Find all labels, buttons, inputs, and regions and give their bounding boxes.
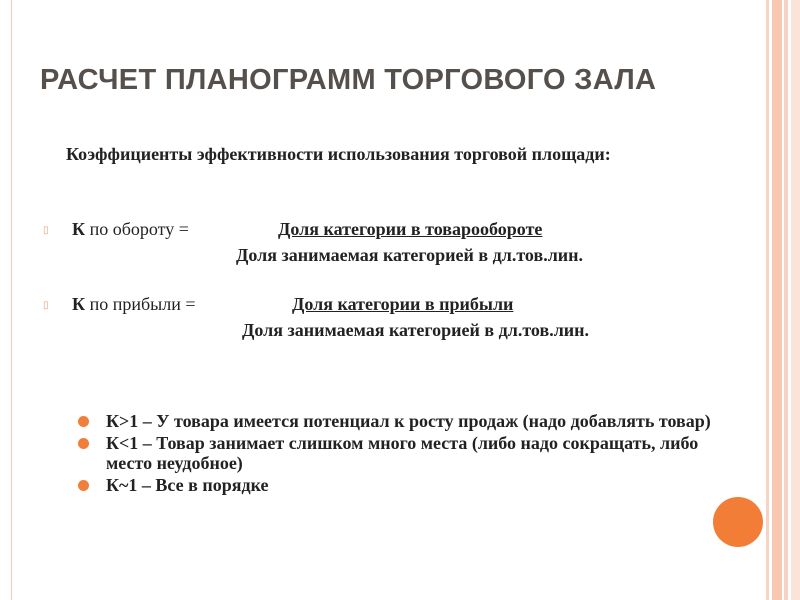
stripe: [791, 0, 800, 600]
interpretation-list: [76, 411, 716, 497]
coef-k: К: [72, 294, 86, 314]
coef-label-turnover: [72, 219, 189, 240]
stripe: [772, 0, 782, 600]
square-bullet-icon: ▯: [43, 225, 49, 236]
coef-k: К: [72, 219, 86, 239]
list-item-text: К>1 – У товара имеется потенциал к росту продаж (надо добавлять товар): [106, 411, 711, 431]
list-item-text: К<1 – Товар занимает слишком много места (либо надо сокращать, либо место неудобное): [106, 433, 699, 473]
list-item: [76, 433, 716, 473]
coef-label-text: по прибыли =: [85, 294, 196, 314]
formula-numerator-profit: Доля категории в прибыли: [292, 294, 514, 314]
bullet-dot-icon: [78, 416, 89, 427]
stripe: [784, 0, 788, 600]
decorative-orange-circle: [713, 497, 763, 547]
right-decorative-stripes: [766, 0, 800, 600]
list-item: [76, 411, 716, 431]
coef-label-text: по обороту =: [85, 219, 189, 239]
coef-label-profit: [72, 294, 195, 315]
left-border-line: [11, 0, 12, 600]
bullet-dot-icon: [78, 480, 89, 491]
stripe: [766, 0, 769, 600]
formula-numerator-turnover: Доля категории в товарообороте: [278, 219, 543, 239]
list-item: [76, 475, 716, 495]
slide-subtitle: Коэффициенты эффективности использования торговой площади:: [66, 144, 611, 164]
formula-denominator-turnover: Доля занимаемая категорией в дл.тов.лин.: [236, 245, 584, 265]
list-item-text: К~1 – Все в порядке: [106, 475, 269, 495]
bullet-dot-icon: [78, 438, 89, 449]
slide-title: РАСЧЕТ ПЛАНОГРАММ ТОРГОВОГО ЗАЛА: [40, 64, 657, 96]
square-bullet-icon: ▯: [43, 300, 49, 311]
formula-denominator-profit: Доля занимаемая категорией в дл.тов.лин.: [242, 320, 590, 340]
